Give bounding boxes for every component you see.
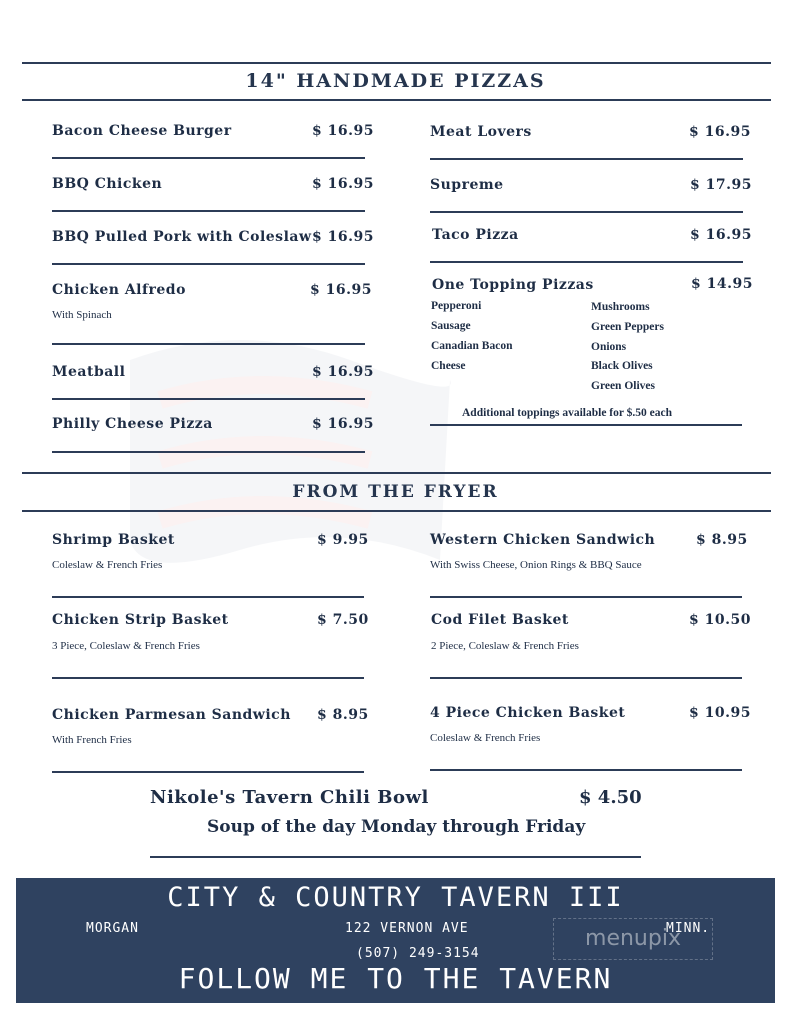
item-divider: [52, 263, 365, 265]
item-name: Western Chicken Sandwich: [430, 532, 656, 548]
item-price: $ 16.95: [310, 282, 372, 298]
footer-phone: (507) 249-3154: [356, 946, 480, 961]
item-divider: [52, 771, 364, 773]
item-name: Chicken Parmesan Sandwich: [52, 707, 291, 723]
item-name: Bacon Cheese Burger: [52, 123, 232, 139]
pizza-top-rule: [22, 62, 771, 64]
footer-city: MORGAN: [86, 921, 139, 936]
item-divider: [52, 157, 365, 159]
fryer-section-title: FROM THE FRYER: [292, 482, 499, 502]
item-description: With Spinach: [52, 309, 112, 321]
item-description: 3 Piece, Coleslaw & French Fries: [52, 640, 200, 652]
item-divider: [430, 211, 743, 213]
tavern-name: CITY & COUNTRY TAVERN III: [167, 882, 624, 913]
item-name: One Topping Pizzas: [432, 277, 594, 293]
item-divider: [52, 677, 364, 679]
item-price: $ 9.95: [317, 532, 369, 548]
fryer-top-rule: [22, 472, 771, 474]
item-name: Chicken Alfredo: [52, 282, 186, 298]
item-name: Meatball: [52, 364, 126, 380]
item-name: Meat Lovers: [430, 124, 532, 140]
item-price: $ 8.95: [696, 532, 748, 548]
topping-item: Green Peppers: [591, 321, 664, 333]
topping-item: Cheese: [431, 360, 466, 372]
item-name: BBQ Pulled Pork with Coleslaw: [52, 229, 312, 245]
toppings-note: Additional toppings available for $.50 each: [462, 407, 673, 419]
item-name: 4 Piece Chicken Basket: [430, 705, 626, 721]
topping-item: Mushrooms: [591, 301, 650, 313]
item-price: $ 16.95: [312, 229, 374, 245]
item-divider: [430, 769, 742, 771]
item-name: BBQ Chicken: [52, 176, 163, 192]
item-description: With Swiss Cheese, Onion Rings & BBQ Sauce: [430, 559, 642, 571]
item-name: Supreme: [430, 177, 504, 193]
topping-item: Canadian Bacon: [431, 340, 513, 352]
topping-item: Sausage: [431, 320, 471, 332]
item-description: 2 Piece, Coleslaw & French Fries: [431, 640, 579, 652]
item-price: $ 10.50: [689, 612, 751, 628]
fryer-bottom-rule: [22, 510, 771, 512]
topping-item: Pepperoni: [431, 300, 482, 312]
chili-price: $ 4.50: [579, 787, 642, 808]
item-name: Shrimp Basket: [52, 532, 175, 548]
flag-watermark: [120, 300, 460, 600]
topping-item: Onions: [591, 341, 627, 353]
item-price: $ 16.95: [312, 416, 374, 432]
item-divider: [430, 261, 743, 263]
item-price: $ 16.95: [312, 364, 374, 380]
pizza-bottom-rule: [22, 99, 771, 101]
item-price: $ 16.95: [690, 227, 752, 243]
item-price: $ 8.95: [317, 707, 369, 723]
item-divider: [430, 677, 742, 679]
item-name: Chicken Strip Basket: [52, 612, 229, 628]
item-divider: [52, 210, 365, 212]
item-divider: [52, 451, 365, 453]
item-description: With French Fries: [52, 734, 132, 746]
chili-name: Nikole's Tavern Chili Bowl: [150, 787, 429, 808]
item-price: $ 16.95: [312, 123, 374, 139]
footer-state: MINN.: [666, 921, 711, 936]
item-price: $ 10.95: [689, 705, 751, 721]
item-name: Cod Filet Basket: [431, 612, 569, 628]
item-name: Philly Cheese Pizza: [52, 416, 213, 432]
item-price: $ 16.95: [312, 176, 374, 192]
item-divider: [430, 158, 743, 160]
item-description: Coleslaw & French Fries: [430, 732, 541, 744]
item-divider: [52, 398, 365, 400]
soup-note: Soup of the day Monday through Friday: [207, 817, 586, 837]
item-price: $ 14.95: [691, 276, 753, 292]
item-divider: [430, 596, 742, 598]
item-price: $ 16.95: [689, 124, 751, 140]
item-divider: [52, 343, 365, 345]
menupix-watermark: menupix: [553, 918, 713, 960]
chili-divider: [150, 856, 641, 858]
item-price: $ 7.50: [317, 612, 369, 628]
item-divider: [52, 596, 364, 598]
item-description: Coleslaw & French Fries: [52, 559, 163, 571]
item-name: Taco Pizza: [432, 227, 519, 243]
item-divider: [430, 424, 742, 426]
topping-item: Green Olives: [591, 380, 655, 392]
topping-item: Black Olives: [591, 360, 653, 372]
item-price: $ 17.95: [690, 177, 752, 193]
footer-slogan: FOLLOW ME TO THE TAVERN: [178, 962, 613, 995]
pizza-section-title: 14" HANDMADE PIZZAS: [245, 70, 546, 92]
footer-address: 122 VERNON AVE: [345, 921, 469, 936]
